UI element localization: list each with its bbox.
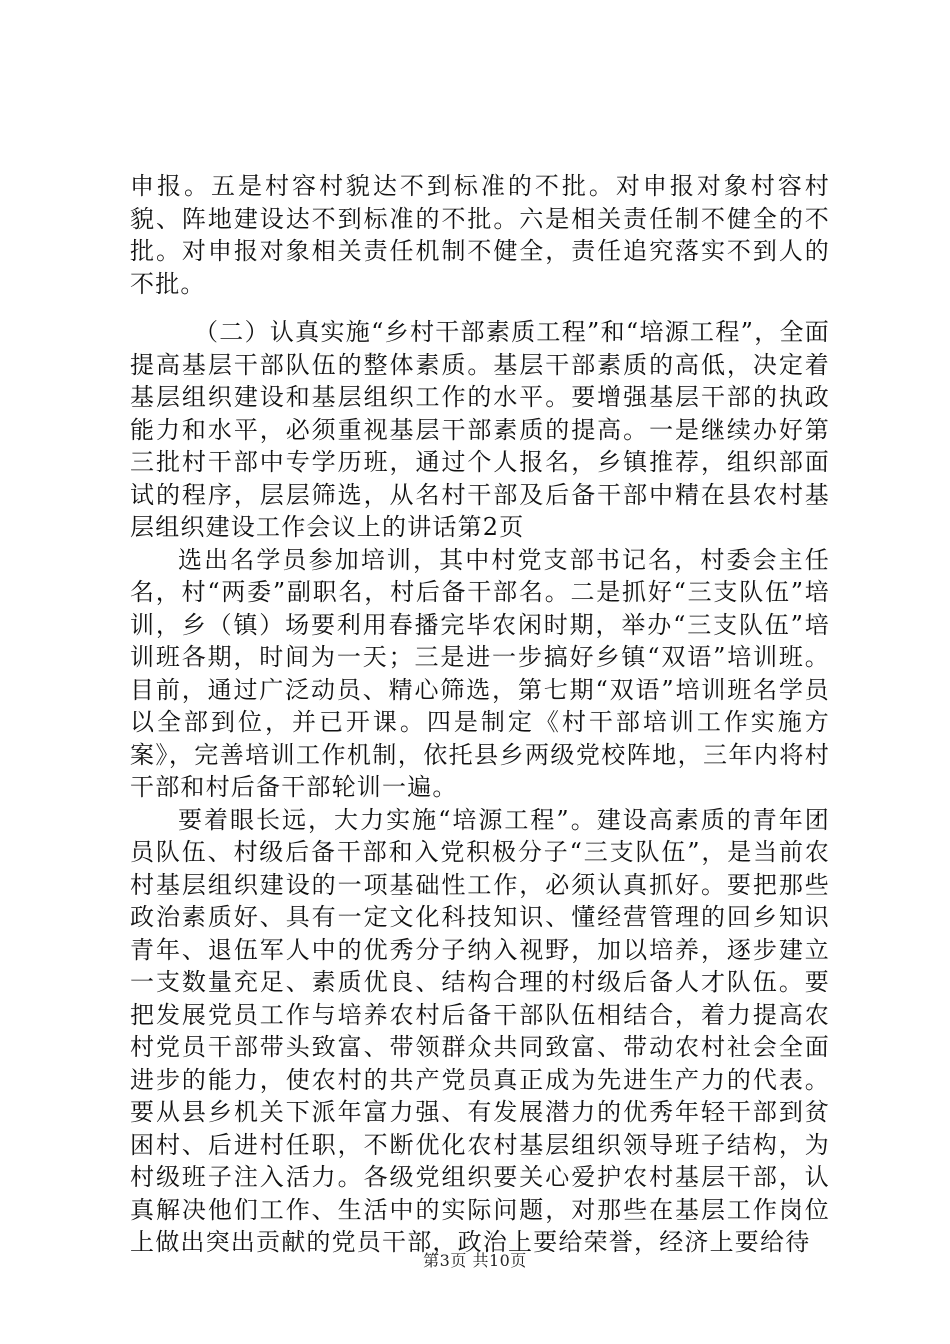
paragraph-section-two: （二）认真实施“乡村干部素质工程”和“培源工程”，全面提高基层干部队伍的整体素质。基层干部素质的高低，决定着基层组织建设和基层组织工作的水平。要增强基层干部的执政能力和水平，必须重视基层干部素质的提高。一是继续办好第三批村干部中专学历班，通过个人报名，乡镇推荐，组织部面试的程序，层层筛选，从名村干部及后备干部中精在县农村基层组织建设工作会议上的讲话第2页 — [130, 318, 830, 541]
text-block-top — [130, 170, 830, 300]
text-block-main — [130, 316, 830, 1259]
paragraph-training: 选出名学员参加培训，其中村党支部书记名，村委会主任名，村“两委”副职名，村后备干部名。二是抓好“三支队伍”培训，乡（镇）场要利用春播完毕农闲时期，举办“三支队伍”培训班各期，时间为一天；三是进一步搞好乡镇“双语”培训班。目前，通过广泛动员、精心筛选，第七期“双语”培训班名学员以全部到位，并已开课。四是制定《村干部培训工作实施方案》，完善培训工作机制，依托县乡两级党校阵地，三年内将村干部和村后备干部轮训一遍。 — [130, 545, 830, 801]
page-footer: 第3页 共10页 — [423, 1251, 527, 1270]
paragraph-continuation: 申报。五是村容村貌达不到标准的不批。对申报对象村容村貌、阵地建设达不到标准的不批。六是相关责任制不健全的不批。对申报对象相关责任机制不健全，责任追究落实不到人的不批。 — [130, 172, 830, 298]
paragraph-source-project: 要着眼长远，大力实施“培源工程”。建设高素质的青年团员队伍、村级后备干部和入党积极分子“三支队伍”，是当前农村基层组织建设的一项基础性工作，必须认真抓好。要把那些政治素质好、具有一定文化科技知识、懂经营管理的回乡知识青年、退伍军人中的优秀分子纳入视野，加以培养，逐步建立一支数量充足、素质优良、结构合理的村级后备人才队伍。要把发展党员工作与培养农村后备干部队伍相结合，着力提高农村党员干部带头致富、带领群众共同致富、带动农村社会全面进步的能力，使农村的共产党员真正成为先进生产力的代表。要从县乡机关下派年富力强、有发展潜力的优秀年轻干部到贫困村、后进村任职，不断优化农村基层组织领导班子结构，为村级班子注入活力。各级党组织要关心爱护农村基层干部，认真解决他们工作、生活中的实际问题，对那些在基层工作岗位上做出突出贡献的党员干部，政治上要给荣誉，经济上要给待 — [130, 805, 830, 1256]
